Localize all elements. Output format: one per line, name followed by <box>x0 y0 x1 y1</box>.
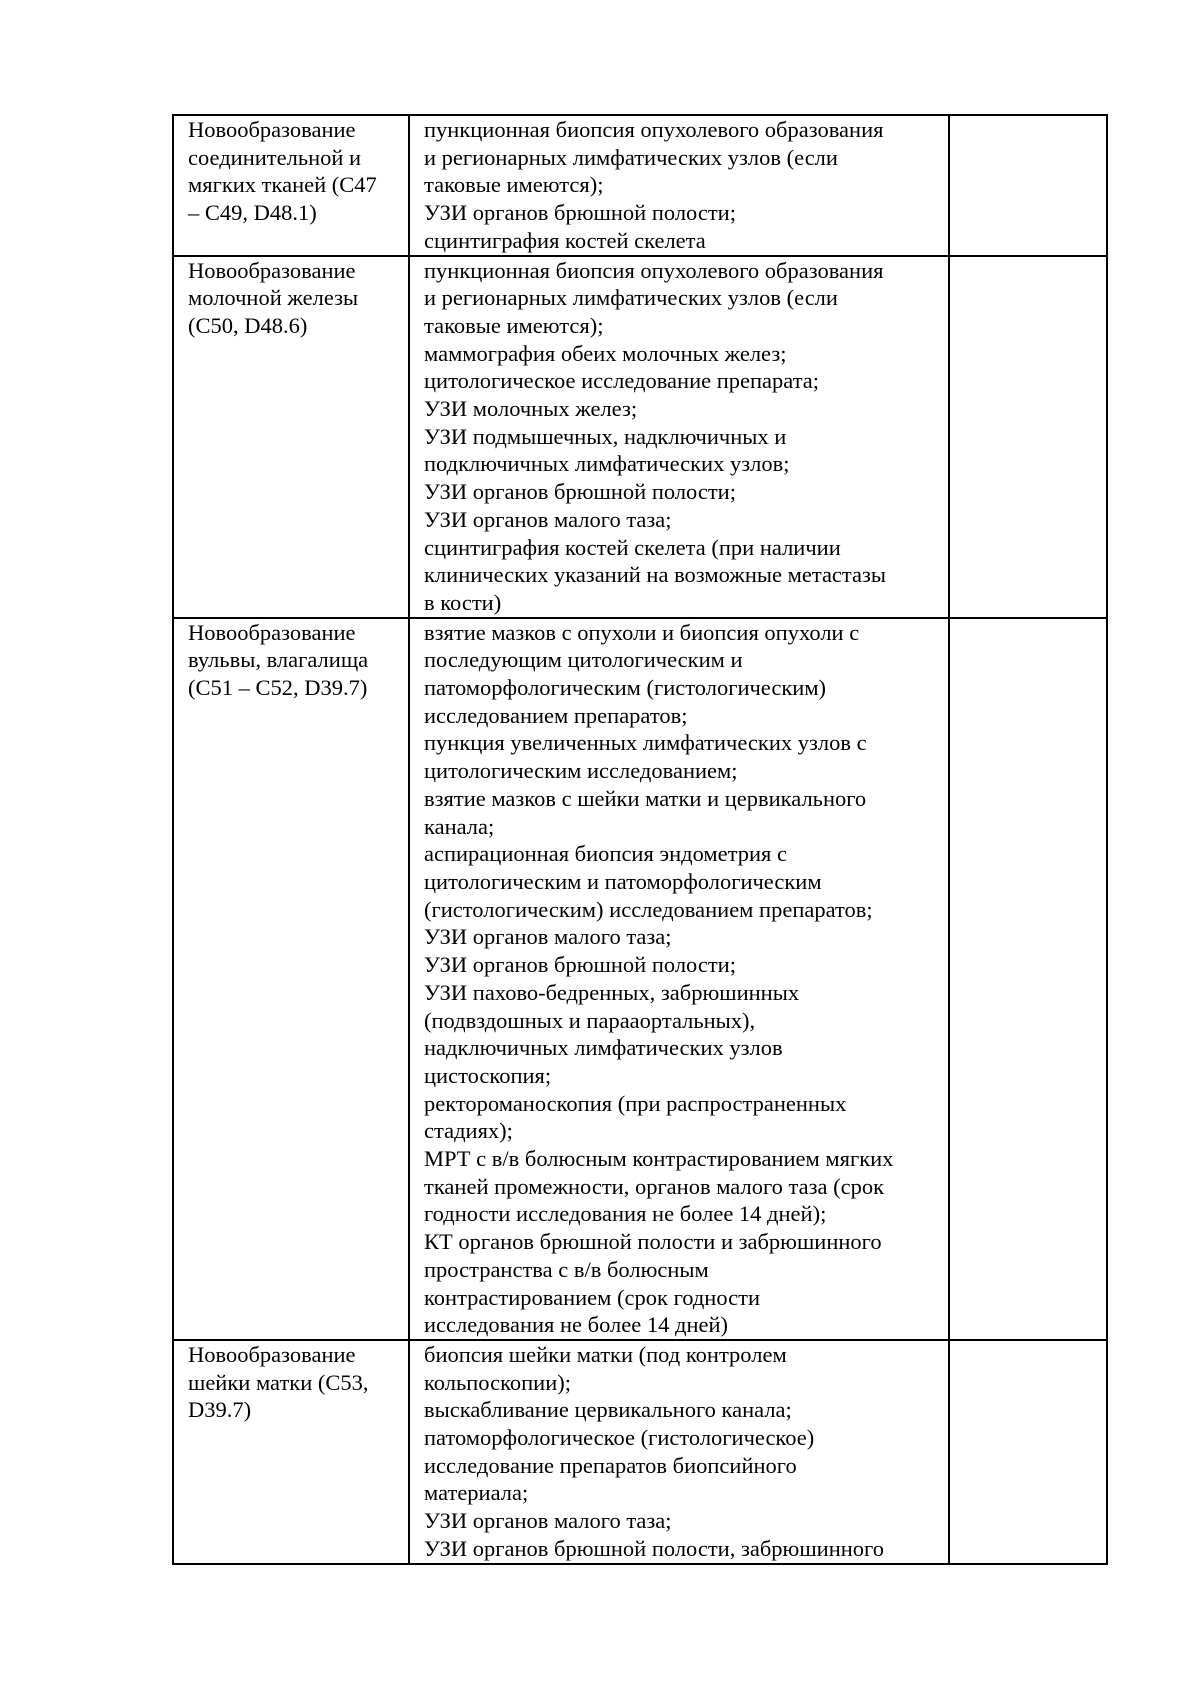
procedure-text-line: подключичных лимфатических узлов; <box>424 451 790 477</box>
procedure-text-line: надключичных лимфатических узлов <box>424 1035 783 1061</box>
note-cell <box>949 115 1107 256</box>
diagnosis-text-line: (С51 – С52, D39.7) <box>188 675 368 701</box>
procedure-text-line: пункционная биопсия опухолевого образования <box>424 117 884 142</box>
procedure-text-line: сцинтиграфия костей скелета (при наличии <box>424 534 841 560</box>
procedure-text-line: КТ органов брюшной полости и забрюшинного <box>424 1229 882 1255</box>
procedure-text-line: сцинтиграфия костей скелета <box>424 227 706 253</box>
procedure-text-line: стадиях); <box>424 1118 513 1144</box>
procedure-text-line: (гистологическим) исследованием препаратов; <box>424 896 873 922</box>
procedure-text-line: патоморфологическое (гистологическое) <box>424 1425 815 1451</box>
procedure-text-line: пункционная биопсия опухолевого образования <box>424 257 884 283</box>
procedure-text-line: УЗИ органов малого таза; <box>424 506 672 532</box>
procedure-text-line: таковые имеются); <box>424 312 604 338</box>
diagnosis-text-line: Новообразование <box>188 257 356 283</box>
diagnosis-cell <box>173 115 409 256</box>
procedure-text-line: исследование препаратов биопсийного <box>424 1452 797 1478</box>
procedure-text-line: цитологическим исследованием; <box>424 758 738 784</box>
procedure-text-line: УЗИ молочных желез; <box>424 396 638 422</box>
procedure-text-line: взятие мазков с шейки матки и цервикального <box>424 785 867 811</box>
diagnosis-text-line: Новообразование <box>188 117 356 142</box>
procedure-text-line: исследованием препаратов; <box>424 702 688 728</box>
procedure-text-line: цитологическим и патоморфологическим <box>424 868 822 894</box>
procedure-text-line: УЗИ органов малого таза; <box>424 1508 672 1534</box>
procedure-text-line: таковые имеются); <box>424 172 604 198</box>
table-row <box>173 1340 1107 1564</box>
diagnosis-text-line: – С49, D48.1) <box>188 200 317 226</box>
procedure-text-line: УЗИ органов брюшной полости; <box>424 200 736 226</box>
procedure-text-line: канала; <box>424 813 495 839</box>
table-row <box>173 618 1107 1340</box>
table-body <box>173 115 1107 1564</box>
procedure-text-line: УЗИ пахово-бедренных, забрюшинных <box>424 979 800 1005</box>
procedure-text-line: и регионарных лимфатических узлов (если <box>424 144 838 170</box>
procedure-text-line: пункция увеличенных лимфатических узлов с <box>424 730 867 756</box>
procedure-text-line: УЗИ органов брюшной полости; <box>424 479 736 505</box>
procedure-text-line: и регионарных лимфатических узлов (если <box>424 285 838 311</box>
procedure-text-line: цитологическое исследование препарата; <box>424 368 820 394</box>
procedure-text-line: патоморфологическим (гистологическим) <box>424 675 827 701</box>
diagnosis-text-line: (С50, D48.6) <box>188 312 308 338</box>
diagnosis-cell <box>173 256 409 618</box>
procedure-text-line: маммография обеих молочных желез; <box>424 340 787 366</box>
diagnosis-cell <box>173 618 409 1340</box>
procedure-text-line: цистоскопия; <box>424 1062 552 1088</box>
diagnosis-text-line: молочной железы <box>188 285 359 311</box>
procedures-cell <box>409 618 949 1340</box>
diagnostics-table <box>172 114 1108 1565</box>
procedure-text-line: МРТ с в/в болюсным контрастированием мягких <box>424 1146 894 1172</box>
table-row <box>173 115 1107 256</box>
table-row <box>173 256 1107 618</box>
note-cell <box>949 618 1107 1340</box>
diagnosis-text-line: Новообразование <box>188 619 356 645</box>
diagnosis-text-line: вульвы, влагалища <box>188 647 369 673</box>
procedure-text-line: ректороманоскопия (при распространенных <box>424 1090 847 1116</box>
procedure-text-line: контрастированием (срок годности <box>424 1284 760 1310</box>
diagnosis-text-line: Новообразование <box>188 1341 356 1367</box>
procedure-text-line: УЗИ подмышечных, надключичных и <box>424 423 787 449</box>
diagnosis-text-line: мягких тканей (С47 <box>188 172 377 198</box>
diagnosis-text-line: D39.7) <box>188 1397 252 1423</box>
procedure-text-line: материала; <box>424 1480 529 1506</box>
note-cell <box>949 1340 1107 1564</box>
procedure-text-line: кольпоскопии); <box>424 1369 571 1395</box>
procedure-text-line: УЗИ органов брюшной полости; <box>424 952 736 978</box>
procedure-text-line: клинических указаний на возможные метастазы <box>424 562 887 588</box>
procedure-text-line: УЗИ органов малого таза; <box>424 924 672 950</box>
note-cell <box>949 256 1107 618</box>
procedure-text-line: биопсия шейки матки (под контролем <box>424 1341 787 1367</box>
diagnosis-text-line: шейки матки (С53, <box>188 1369 369 1395</box>
diagnosis-cell <box>173 1340 409 1564</box>
procedure-text-line: последующим цитологическим и <box>424 647 743 673</box>
procedure-text-line: годности исследования не более 14 дней); <box>424 1201 827 1227</box>
procedure-text-line: исследования не более 14 дней) <box>424 1312 729 1338</box>
procedure-text-line: аспирационная биопсия эндометрия с <box>424 841 787 867</box>
procedure-text-line: тканей промежности, органов малого таза (срок <box>424 1173 884 1199</box>
procedure-text-line: пространства с в/в болюсным <box>424 1256 709 1282</box>
procedure-text-line: выскабливание цервикального канала; <box>424 1397 792 1423</box>
procedures-cell <box>409 115 949 256</box>
procedures-cell <box>409 1340 949 1564</box>
procedure-text-line: (подвздошных и парааортальных), <box>424 1007 756 1033</box>
procedure-text-line: в кости) <box>424 589 502 615</box>
procedure-text-line: взятие мазков с опухоли и биопсия опухоли с <box>424 619 860 645</box>
diagnosis-text-line: соединительной и <box>188 144 362 170</box>
procedures-cell <box>409 256 949 618</box>
procedure-text-line: УЗИ органов брюшной полости, забрюшинного <box>424 1535 884 1561</box>
